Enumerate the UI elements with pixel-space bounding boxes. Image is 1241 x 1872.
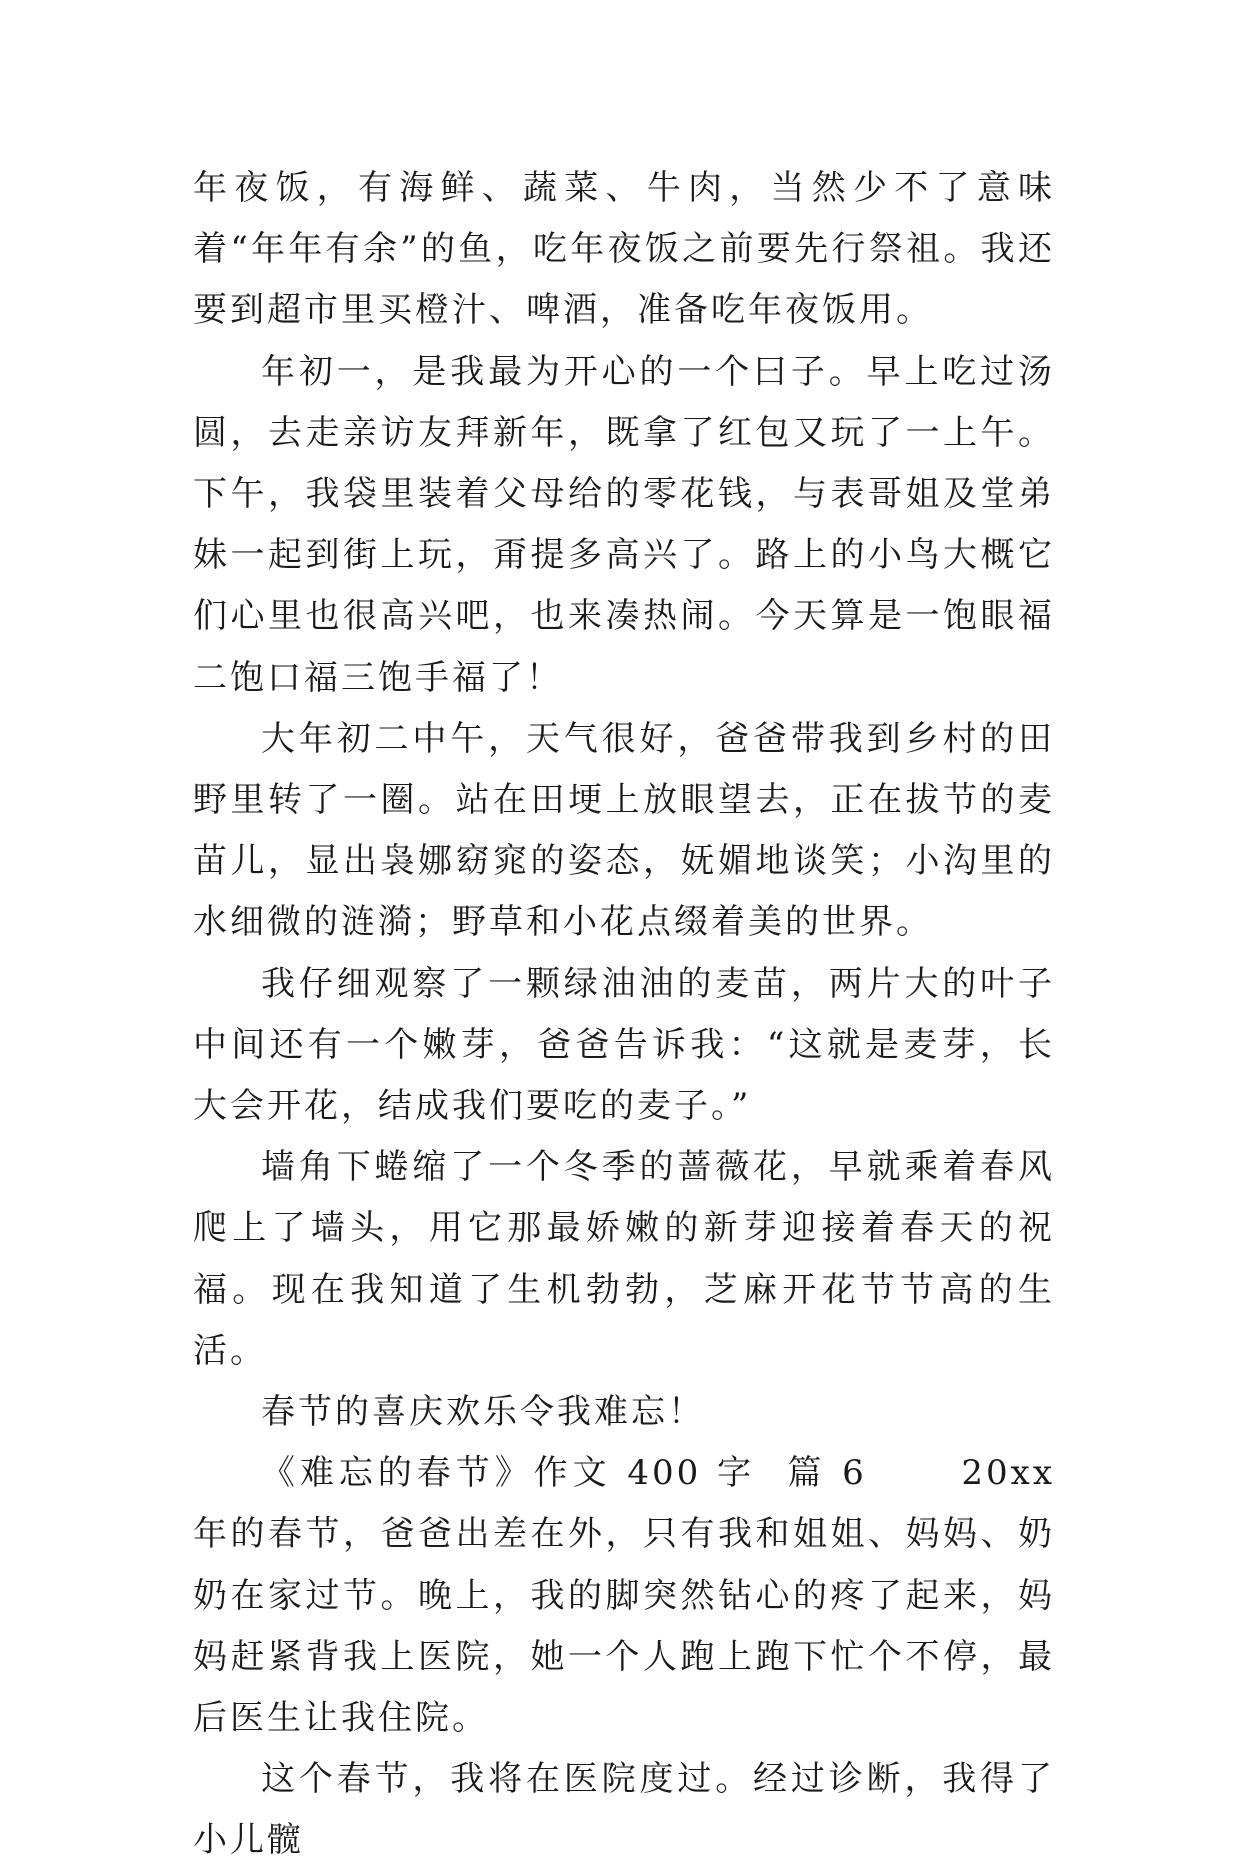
- paragraph-hospital: 这个春节，我将在医院度过。经过诊断，我得了小儿髋: [193, 1759, 1055, 1861]
- paragraph-rose: 墙角下蜷缩了一个冬季的蔷薇花，早就乘着春风爬上了墙头，用它那最娇嫩的新芽迎接着春天的祝福。现在我知道了生机勃勃，芝麻开花节节高的生活。: [193, 1147, 1055, 1371]
- paragraph-first-day: 年初一，是我最为开心的一个曰子。早上吃过汤圆，去走亲访友拜新年，既拿了红包又玩了一上午。下午，我袋里装着父母给的零花钱，与表哥姐及堂弟妹一起到街上玩，甭提多高兴了。路上的小鸟大概它们心里也很高兴吧，也来凑热闹。今天算是一饱眼福二饱口福三饱手福了！: [193, 351, 1055, 698]
- essay-body: [193, 158, 1069, 1872]
- paragraph-new-years-eve-dinner: 年夜饭，有海鲜、蔬菜、牛肉，当然少不了意味着“年年有余”的鱼，吃年夜饭之前要先行祭祖。我还要到超市里买橙汁、啤酒，准备吃年夜饭用。: [193, 168, 1055, 331]
- paragraph-essay-6-heading: 《难忘的春节》作文 400 字 篇 6 20xx 年的春节，爸爸出差在外，只有我和姐姐、妈妈、奶奶在家过节。晚上，我的脚突然钻心的疼了起来，妈妈赶紧背我上医院，她一个人跑上跑下忙个不停，最后医生让我住院。: [193, 1453, 1069, 1739]
- paragraph-conclusion: 春节的喜庆欢乐令我难忘！: [261, 1392, 705, 1433]
- paragraph-second-day: 大年初二中午，天气很好，爸爸带我到乡村的田野里转了一圈。站在田埂上放眼望去，正在拔节的麦苗儿，显出袅娜窈窕的姿态，妩媚地谈笑；小沟里的水细微的涟漪；野草和小花点缀着美的世界。: [193, 718, 1055, 943]
- paragraph-wheat-sprout: 我仔细观察了一颗绿油油的麦苗，两片大的叶子中间还有一个嫩芽，爸爸告诉我：“这就是麦芽，长大会开花，结成我们要吃的麦子。”: [193, 963, 1055, 1127]
